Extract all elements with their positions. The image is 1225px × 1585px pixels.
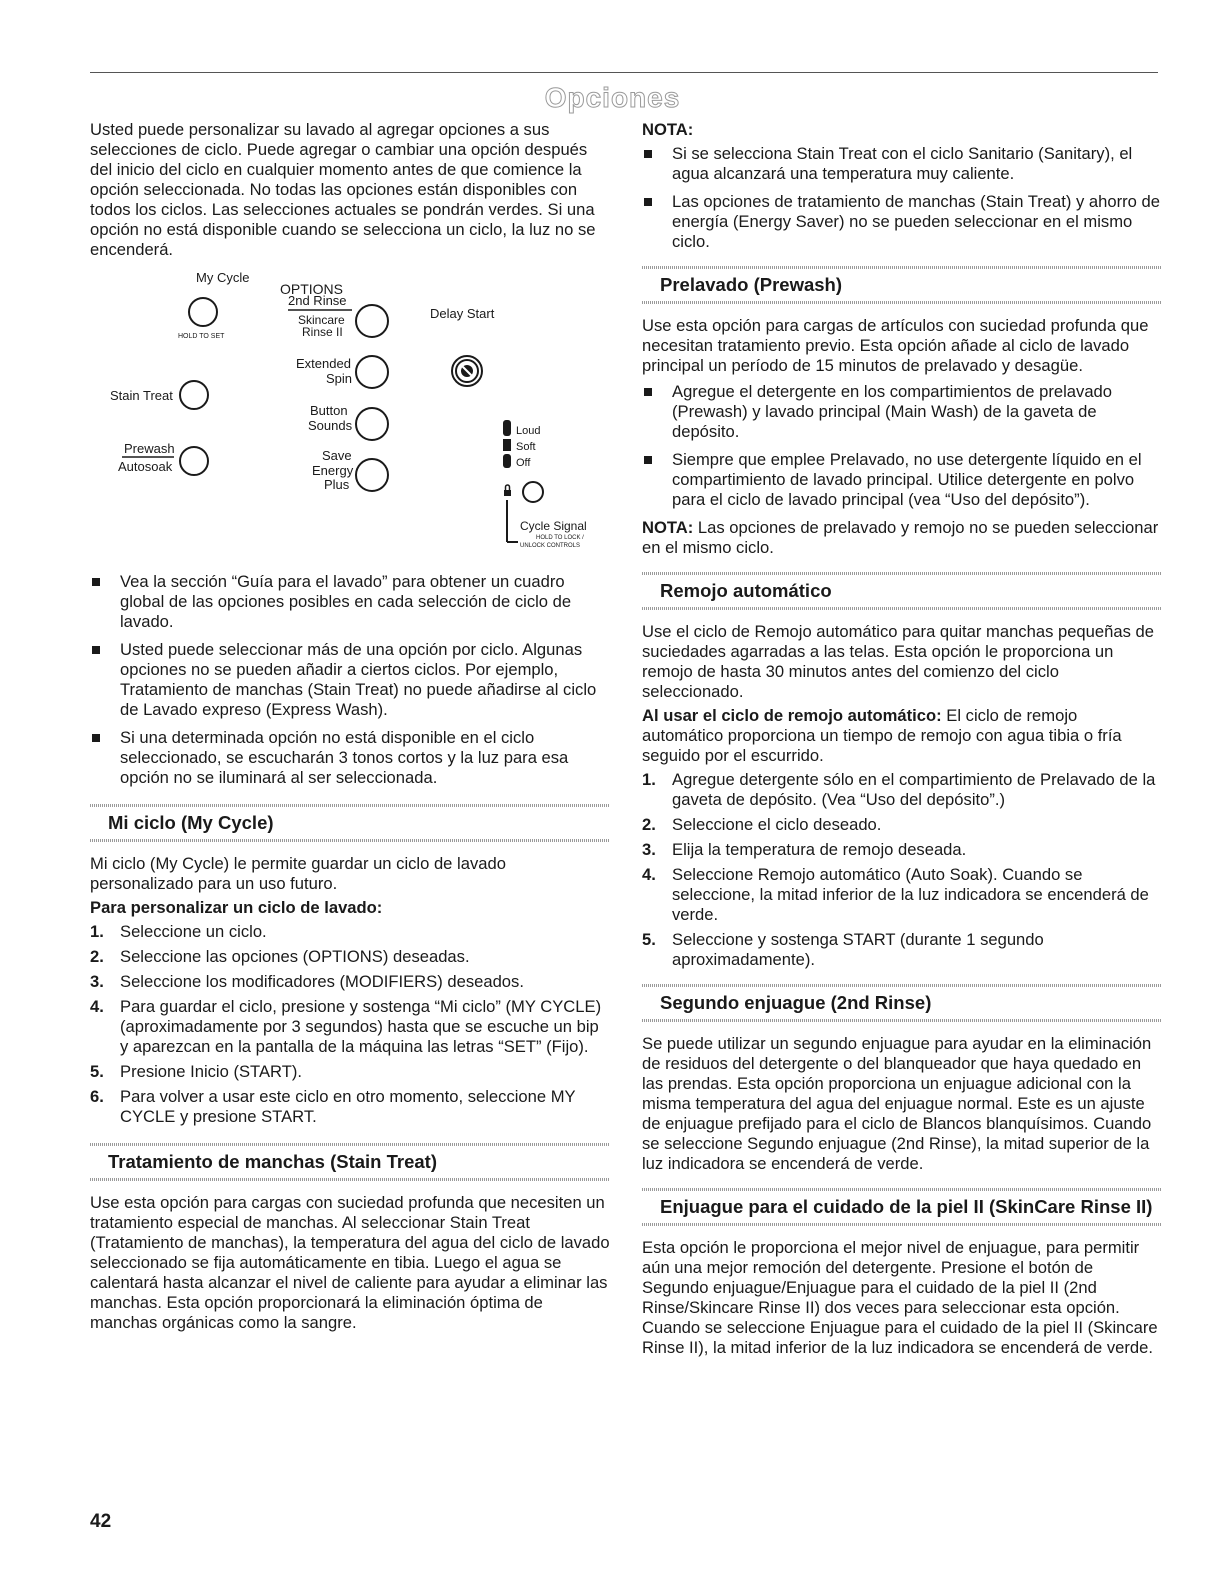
second-rinse-body: Se puede utilizar un segundo enjuague para ayudar en la eliminación de residuos del detergente o del blanqueador que haya quedado en las prendas. Esta opción proporciona un enjuague adicional con la misma temperatura del agua del enjuague normal. Este es un ajuste de enjuague prefijado para el ciclo de Blancos blanquísimos. Cuando se seleccione Segundo enjuague (2nd Rinse), la mitad superior de la luz indicadora se encenderá de verde. (642, 1034, 1152, 1173)
stain-treat-label: Stain Treat (110, 388, 173, 403)
list-item: 5. Seleccione y sostenga START (durante 1 segundo aproximadamente). (642, 930, 1044, 969)
prewash-body: Use esta opción para cargas de artículos con suciedad profunda que necesitan tratamiento previo. Esta opción añade al ciclo de lavado principal un período de 15 minutos de prelavado y desagüe. (642, 316, 1149, 375)
section-heading-skincare (642, 1188, 1162, 1226)
lock-icon (504, 485, 511, 496)
my-cycle-button[interactable] (189, 298, 217, 326)
button-sounds-button[interactable] (356, 408, 388, 440)
prewash-note: NOTA: Las opciones de prelavado y remojo no se pueden seleccionar en el mismo ciclo. (642, 518, 1159, 557)
list-item: 3. Elija la temperatura de remojo deseada. (642, 840, 967, 859)
stain-treat-button[interactable] (180, 381, 208, 409)
right-column (642, 120, 1162, 1362)
nota-bullet-list (642, 144, 1162, 252)
unlock-controls-label: UNLOCK CONTROLS (520, 543, 581, 549)
autosoak-body: Use el ciclo de Remojo automático para quitar manchas pequeñas de suciedades agarradas a las telas. Esta opción le proporciona un remojo de hasta 30 minutos antes del comienzo del ciclo seleccionado. (642, 622, 1154, 701)
loud-indicator (503, 420, 511, 436)
save-energy-label-1: Save (322, 448, 352, 463)
autosoak-usage: Al usar el ciclo de remojo automático: El ciclo de remojo automático proporciona un tiempo de remojo con agua tibia o fría seguido por el escurrido. (642, 706, 1122, 765)
loud-label: Loud (516, 425, 541, 437)
list-item: Vea la sección “Guía para el lavado” para obtener un cuadro global de las opciones posibles en cada selección de ciclo de lavado. (90, 572, 610, 632)
section-heading-autosoak (642, 572, 1162, 610)
off-label: Off (516, 457, 531, 469)
options-bullet-list (90, 572, 610, 788)
list-item: 1. Agregue detergente sólo en el compartimiento de Prelavado de la gaveta de depósito. (Vea “Uso del depósito”.) (642, 770, 1156, 809)
section-title: Remojo automático (660, 580, 832, 601)
button-sounds-label-1: Button (310, 403, 348, 418)
list-item: Agregue el detergente en los compartimientos de prelavado (Prewash) y lavado principal (Main Wash) de la gaveta de depósito. (642, 382, 1162, 442)
stain-treat-body: Use esta opción para cargas con suciedad profunda que necesiten un tratamiento especial de manchas. Al seleccionar Stain Treat (Tratamiento de manchas), la temperatura del agua del ciclo de lavado seleccionado se fija automáticamente en tibia. Luego el agua se calentará hasta alcanzar el nivel de caliente para ayudar a eliminar las manchas. Esta opción proporcionará la eliminación óptima de manchas orgánicas como la sangre. (90, 1193, 610, 1332)
save-energy-label-3: Plus (324, 477, 350, 492)
delay-start-label: Delay Start (430, 306, 495, 321)
my-cycle-label: My Cycle (196, 270, 250, 285)
save-energy-label-2: Energy (312, 463, 354, 478)
section-title: Segundo enjuague (2nd Rinse) (660, 992, 932, 1013)
second-rinse-button[interactable] (356, 305, 388, 337)
section-heading-stain-treat (90, 1143, 610, 1181)
nota-label: NOTA: (642, 120, 694, 139)
page-title: Opciones (544, 82, 681, 113)
off-indicator (503, 454, 511, 468)
soft-label: Soft (516, 441, 536, 453)
section-heading-my-cycle (90, 804, 610, 842)
list-item: Siempre que emplee Prelavado, no use detergente líquido en el compartimiento de lavado principal. Utilice detergente en polvo para el ciclo de lavado principal (vea “Uso del depósito”). (642, 450, 1162, 510)
extended-spin-button[interactable] (356, 356, 388, 388)
cycle-signal-button[interactable] (523, 482, 543, 502)
section-heading-second-rinse (642, 984, 1162, 1022)
hold-to-lock-label: HOLD TO LOCK / (536, 535, 584, 541)
page-number: 42 (90, 1511, 112, 1532)
autosoak-steps (642, 770, 1162, 970)
prewash-label: Prewash (124, 441, 175, 456)
options-heading: OPTIONS (280, 281, 344, 297)
left-column (90, 120, 610, 1337)
list-item: 4. Para guardar el ciclo, presione y sostenga “Mi ciclo” (MY CYCLE) (aproximadamente por 3 segundos) hasta que se escuche un bip y aparezcan en la pantalla de la máquina las letras “SET” (Fijo). (90, 997, 602, 1056)
control-panel-illustration (90, 264, 610, 564)
my-cycle-steps (90, 922, 610, 1127)
list-item: 5. Presione Inicio (START). (90, 1062, 302, 1081)
save-energy-button[interactable] (356, 459, 388, 491)
soft-indicator (503, 439, 511, 451)
list-item: 1. Seleccione un ciclo. (90, 922, 267, 941)
button-sounds-label-2: Sounds (308, 418, 353, 433)
extended-spin-label-1: Extended (296, 356, 351, 371)
list-item: Las opciones de tratamiento de manchas (Stain Treat) y ahorro de energía (Energy Saver) no se pueden seleccionar en el mismo ciclo. (642, 192, 1162, 252)
list-item: 4. Seleccione Remojo automático (Auto Soak). Cuando se seleccione, la mitad inferior de la luz indicadora se encenderá de verde. (642, 865, 1149, 924)
list-item: Usted puede seleccionar más de una opción por ciclo. Algunas opciones no se pueden añadir a ciertos ciclos. Por ejemplo, Tratamiento de manchas (Stain Treat) no puede añadirse al ciclo de Lavado expreso (Express Wash). (90, 640, 610, 720)
cycle-signal-label: Cycle Signal (520, 519, 587, 533)
section-title: Enjuague para el cuidado de la piel II (SkinCare Rinse II) (660, 1196, 1153, 1217)
list-item: 6. Para volver a usar este ciclo en otro momento, seleccione MY CYCLE y presione START. (90, 1087, 576, 1126)
control-panel-diagram (90, 264, 610, 564)
top-rule (90, 72, 1158, 73)
section-title: Prelavado (Prewash) (660, 274, 842, 295)
prewash-bullet-list (642, 382, 1162, 510)
list-item: Si se selecciona Stain Treat con el ciclo Sanitario (Sanitary), el agua alcanzará una temperatura muy caliente. (642, 144, 1162, 184)
second-rinse-label: 2nd Rinse (288, 293, 347, 308)
intro-paragraph: Usted puede personalizar su lavado al agregar opciones a sus selecciones de ciclo. Puede agregar o cambiar una opción después del inicio del ciclo en cualquier momento antes de que comience la opción seleccionada. No todas las opciones están disponibles con todos los ciclos. Las selecciones actuales se pondrán verdes. Si una opción no está disponible cuando se selecciona un ciclo, la luz no se encenderá. (90, 120, 596, 259)
section-title: Mi ciclo (My Cycle) (108, 812, 274, 833)
my-cycle-intro: Mi ciclo (My Cycle) le permite guardar un ciclo de lavado personalizado para un uso futuro. (90, 854, 506, 893)
delay-start-button[interactable] (452, 356, 482, 386)
skincare-label-1: Skincare (298, 313, 345, 327)
list-item: 2. Seleccione el ciclo deseado. (642, 815, 882, 834)
list-item: 2. Seleccione las opciones (OPTIONS) deseadas. (90, 947, 470, 966)
section-title: Tratamiento de manchas (Stain Treat) (108, 1151, 437, 1172)
list-item: Si una determinada opción no está disponible en el ciclo seleccionado, se escucharán 3 tonos cortos y la luz para esa opción no se iluminará al ser seleccionada. (90, 728, 610, 788)
hold-to-set-label: HOLD TO SET (178, 333, 225, 340)
skincare-label-2: Rinse II (302, 325, 343, 339)
autosoak-label: Autosoak (118, 459, 173, 474)
extended-spin-label-2: Spin (326, 371, 353, 386)
skincare-body: Esta opción le proporciona el mejor nivel de enjuague, para permitir aún una mejor remoción del detergente. Presione el botón de Segundo enjuague/Enjuague para el cuidado de la piel II (2nd Rinse/Skincare Rinse II) dos veces para seleccionar esta opción. Cuando se seleccione Enjuague para el cuidado de la piel II (Skincare Rinse II), la mitad inferior de la luz indicadora se encenderá de verde. (642, 1238, 1158, 1357)
prewash-autosoak-button[interactable] (180, 447, 208, 475)
section-heading-prewash (642, 266, 1162, 304)
my-cycle-subhead: Para personalizar un ciclo de lavado: (90, 898, 383, 917)
list-item: 3. Seleccione los modificadores (MODIFIERS) deseados. (90, 972, 524, 991)
